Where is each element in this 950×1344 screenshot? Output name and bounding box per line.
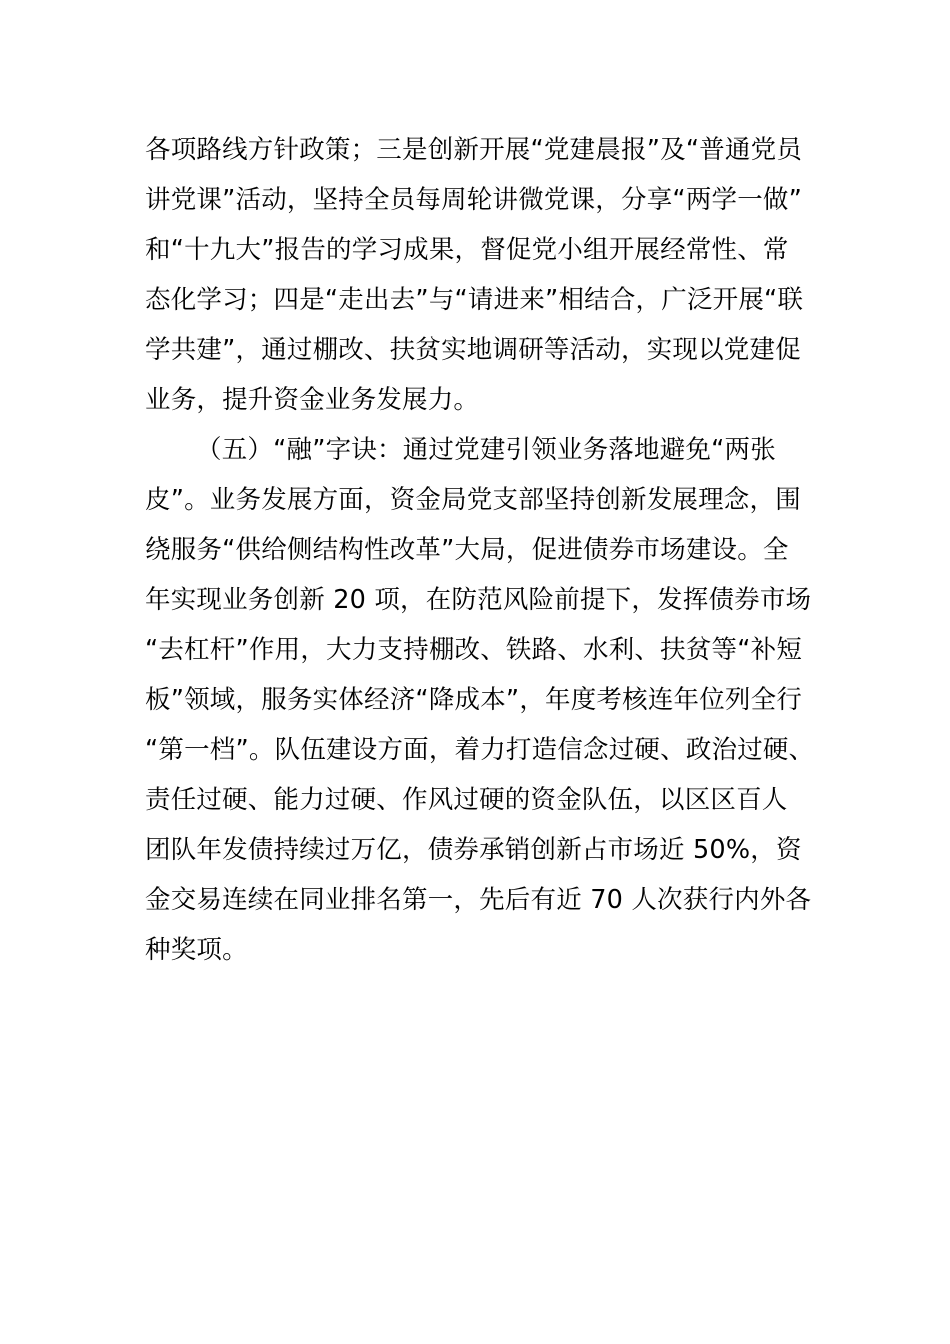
paragraph-line-15: 团队年发债持续过万亿，债券承销创新占市场近 50%，资: [145, 835, 802, 865]
paragraph-line-3: 和“十九大”报告的学习成果，督促党小组开展经常性、常: [145, 235, 789, 265]
paragraph-line-8: 皮”。业务发展方面，资金局党支部坚持创新发展理念，围: [145, 485, 801, 515]
paragraph-line-16: 金交易连续在同业排名第一，先后有近 70 人次获行内外各: [145, 885, 812, 915]
paragraph-line-13: “第一档”。队伍建设方面，着力打造信念过硬、政治过硬、: [145, 735, 815, 765]
paragraph-line-4: 态化学习；四是“走出去”与“请进来”相结合，广泛开展“联: [145, 285, 804, 315]
paragraph-line-5: 学共建”，通过棚改、扶贫实地调研等活动，实现以党建促: [145, 335, 801, 365]
paragraph-line-11: “去杠杆”作用，大力支持棚改、铁路、水利、扶贫等“补短: [145, 635, 803, 665]
section-heading-line: （五）“融”字诀：通过党建引领业务落地避免“两张: [196, 435, 776, 465]
paragraph-line-9: 绕服务“供给侧结构性改革”大局，促进债券市场建设。全: [145, 535, 789, 565]
paragraph-line-6: 业务，提升资金业务发展力。: [145, 385, 480, 415]
paragraph-line-2: 讲党课”活动，坚持全员每周轮讲微党课，分享“两学一做”: [145, 185, 803, 215]
paragraph-line-14: 责任过硬、能力过硬、作风过硬的资金队伍，以区区百人: [145, 785, 788, 815]
paragraph-line-1: 各项路线方针政策；三是创新开展“党建晨报”及“普通党员: [145, 135, 803, 165]
paragraph-line-17: 种奖项。: [145, 935, 248, 965]
paragraph-line-10: 年实现业务创新 20 项，在防范风险前提下，发挥债券市场: [145, 585, 812, 615]
paragraph-line-12: 板”领域，服务实体经济“降成本”，年度考核连年位列全行: [145, 685, 803, 715]
